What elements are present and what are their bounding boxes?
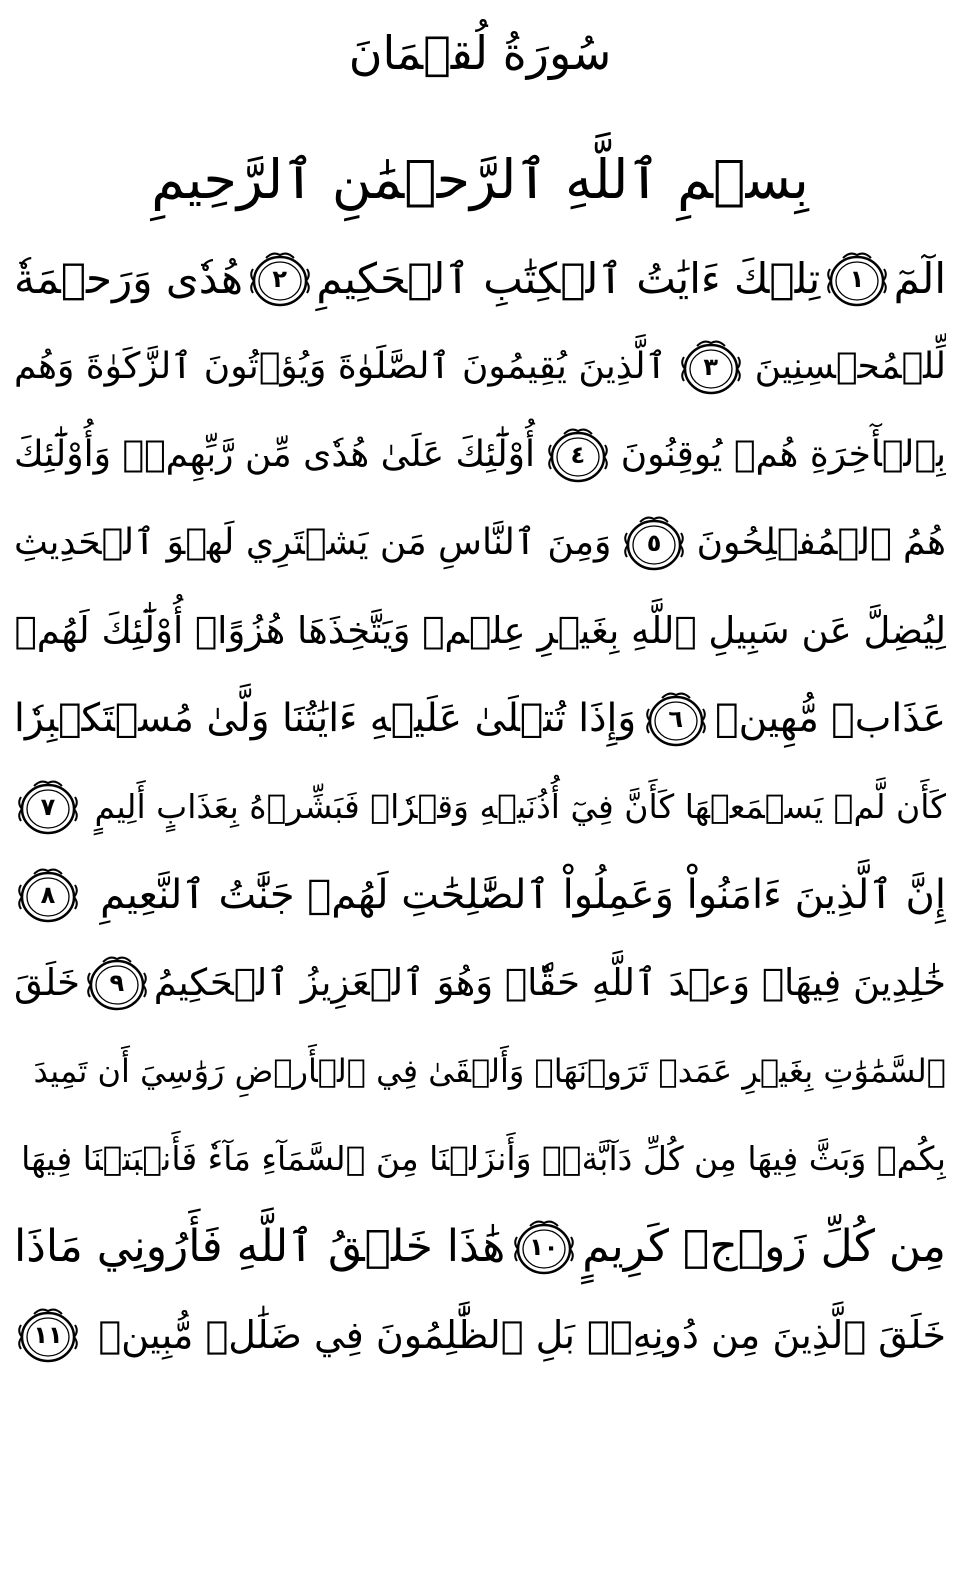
verse-line xyxy=(14,940,946,1026)
ayah-number-marker xyxy=(823,248,891,310)
ayah-number-marker xyxy=(14,776,82,838)
verse-text: خَلَقَ ٱلَّذِينَ مِن دُونِهِۦۚ بَلِ ٱلظَّٰلِمُونَ فِي ضَلَٰلٖ مُّبِينٖ xyxy=(98,1313,946,1357)
verse-line xyxy=(14,324,946,410)
ayah-number-marker xyxy=(642,688,710,750)
verse-text: هُدٗى وَرَحۡمَةٗ xyxy=(14,254,243,303)
verse-text: كَأَن لَّمۡ يَسۡمَعۡهَا كَأَنَّ فِيٓ أُذُنَيۡهِ وَقۡرٗاۖ فَبَشِّرۡهُ بِعَذَابٍ أَلِيمٍ xyxy=(94,787,946,826)
verse-line xyxy=(14,236,946,322)
verse-text: الٓمٓ xyxy=(893,254,946,303)
ayah-number-marker xyxy=(677,336,745,398)
verse-text: أُوْلَٰٓئِكَ عَلَىٰ هُدٗى مِّن رَّبِّهِمۡۖ وَأُوْلَٰٓئِكَ xyxy=(14,434,536,475)
verse-line xyxy=(14,412,946,498)
basmala: بِسۡمِ ٱللَّهِ ٱلرَّحۡمَٰنِ ٱلرَّحِيمِ xyxy=(151,148,809,211)
ayah-number: ١١ xyxy=(33,1321,63,1349)
verse-line xyxy=(14,676,946,762)
verse-text: خَٰلِدِينَ فِيهَاۖ وَعۡدَ ٱللَّهِ حَقّٗاۚ وَهُوَ ٱلۡعَزِيزُ ٱلۡحَكِيمُ xyxy=(153,961,946,1004)
ayah-number: ١ xyxy=(849,265,865,293)
verse-text: هَٰذَا خَلۡقُ ٱللَّهِ فَأَرُونِي مَاذَا xyxy=(14,1221,506,1272)
ayah-number: ٢ xyxy=(272,265,287,293)
verse-text: وَإِذَا تُتۡلَىٰ عَلَيۡهِ ءَايَٰتُنَا وَلَّىٰ مُسۡتَكۡبِرٗا xyxy=(14,696,637,741)
verse-line xyxy=(14,764,946,850)
verse-text: ٱلسَّمَٰوَٰتِ بِغَيۡرِ عَمَدٖ تَرَوۡنَهَاۖ وَأَلۡقَىٰ فِي ٱلۡأَرۡضِ رَوَٰسِيَ أَن تَمِيدَ xyxy=(33,1052,946,1090)
verse-text: لِيُضِلَّ عَن سَبِيلِ ٱللَّهِ بِغَيۡرِ عِلۡمٖ وَيَتَّخِذَهَا هُزُوًاۚ أُوْلَٰٓئِكَ لَهُمۡ xyxy=(14,609,946,652)
ayah-number-marker xyxy=(510,1216,578,1278)
ayah-number: ٣ xyxy=(703,353,718,381)
verse-text: لِّلۡمُحۡسِنِينَ xyxy=(754,346,946,387)
ayah-number: ٩ xyxy=(109,969,125,997)
ayah-number-marker xyxy=(14,1304,82,1366)
ayah-number: ٤ xyxy=(570,441,586,469)
ayah-number-marker xyxy=(620,512,688,574)
verse-text: إِنَّ ٱلَّذِينَ ءَامَنُواْ وَعَمِلُواْ ٱلصَّٰلِحَٰتِ لَهُمۡ جَنَّٰتُ ٱلنَّعِيمِ xyxy=(100,872,946,918)
ayah-number: ١٠ xyxy=(529,1233,559,1261)
ayah-number: ٨ xyxy=(40,881,56,909)
verse-line xyxy=(14,500,946,586)
verse-text: خَلَقَ xyxy=(14,961,80,1004)
ayah-number: ٧ xyxy=(40,793,56,821)
ayah-number-marker xyxy=(14,864,82,926)
verse-text: بِكُمۡ وَبَثَّ فِيهَا مِن كُلِّ دَآبَّةٖۚ وَأَنزَلۡنَا مِنَ ٱلسَّمَآءِ مَآءٗ فَأَنۢبَتۡنَا فِيهَا xyxy=(21,1139,946,1178)
ayah-number-marker xyxy=(246,248,314,310)
ayah-number-marker xyxy=(83,952,151,1014)
verse-text: تِلۡكَ ءَايَٰتُ ٱلۡكِتَٰبِ ٱلۡحَكِيمِ xyxy=(316,254,821,303)
verse-text: بِٱلۡأٓخِرَةِ هُمۡ يُوقِنُونَ xyxy=(620,434,946,475)
verse-line xyxy=(14,852,946,938)
verse-line xyxy=(14,1292,946,1378)
verse-text: ٱلَّذِينَ يُقِيمُونَ ٱلصَّلَوٰةَ وَيُؤۡتُونَ ٱلزَّكَوٰةَ وَهُم xyxy=(14,346,667,387)
ayah-number: ٥ xyxy=(646,529,662,557)
verse-line xyxy=(14,1204,946,1290)
verse-line xyxy=(14,1116,946,1202)
verse-text: هُمُ ٱلۡمُفۡلِحُونَ xyxy=(696,522,946,563)
verse-line xyxy=(14,1028,946,1114)
verse-line xyxy=(14,588,946,674)
verse-text: مِن كُلِّ زَوۡجٖ كَرِيمٍ xyxy=(582,1221,946,1272)
verse-text: عَذَابٞ مُّهِينٞ xyxy=(715,696,946,741)
verse-text: وَمِنَ ٱلنَّاسِ مَن يَشۡتَرِي لَهۡوَ ٱلۡحَدِيثِ xyxy=(14,522,612,563)
surah-title: سُورَةُ لُقۡمَانَ xyxy=(348,26,612,80)
ayah-number-marker xyxy=(544,424,612,486)
ayah-number: ٦ xyxy=(668,705,683,733)
